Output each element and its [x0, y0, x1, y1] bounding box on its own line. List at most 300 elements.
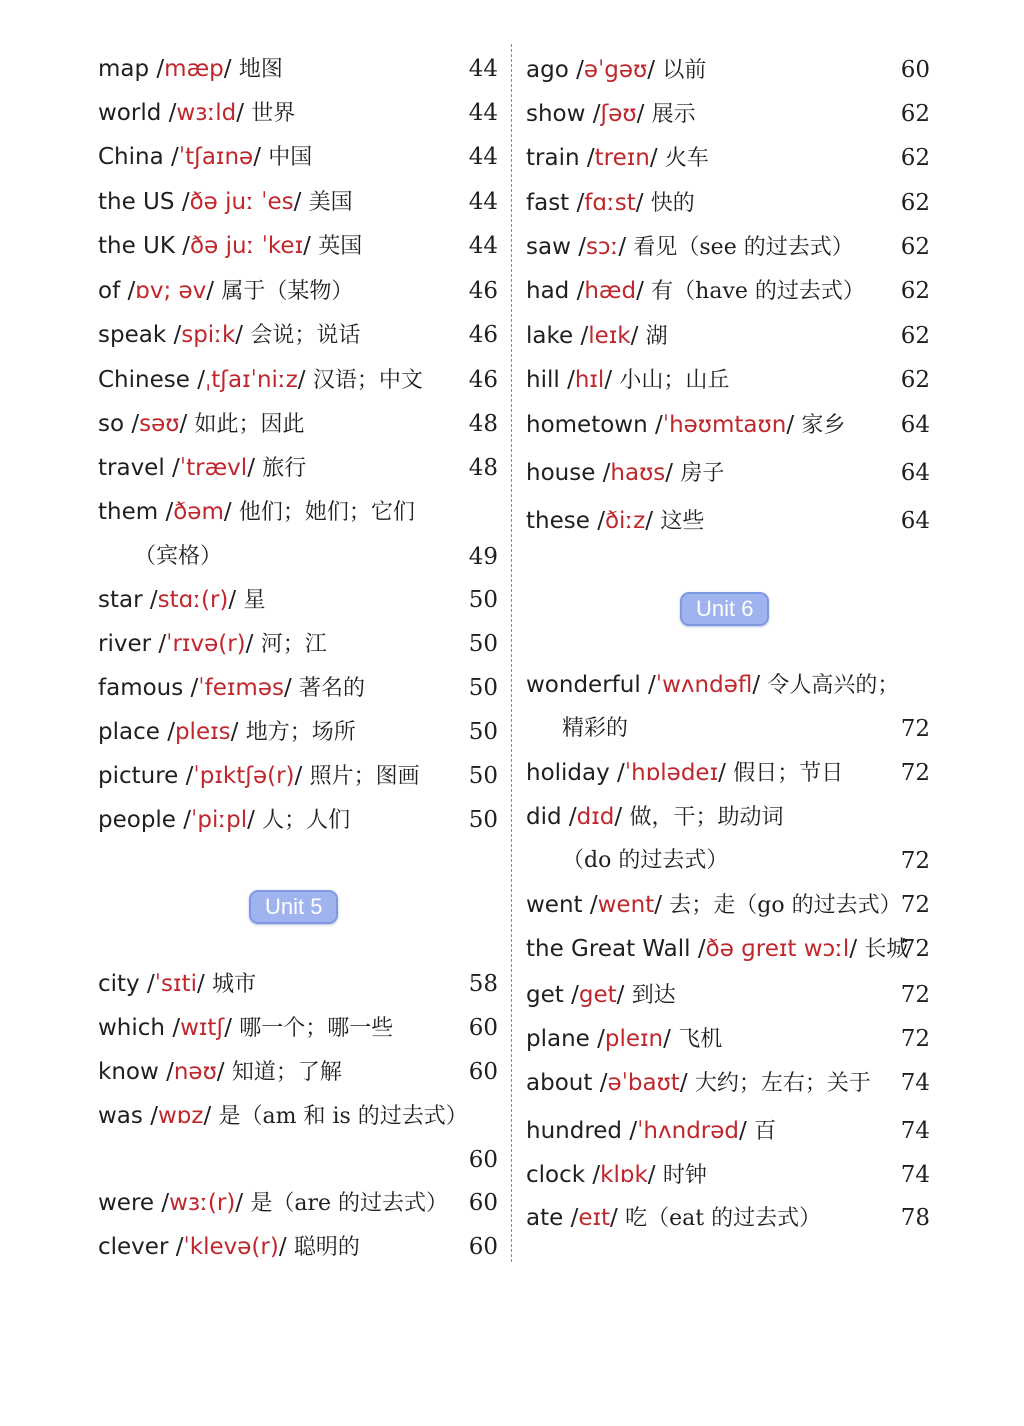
slash: / [649, 145, 658, 171]
vocab-word: of [98, 278, 121, 304]
vocab-ipa: ðəm [173, 499, 224, 525]
slash: / [236, 100, 244, 126]
vocab-word: wonderful [526, 672, 641, 698]
vocab-meaning: 家乡 [801, 413, 846, 438]
slash: / [294, 763, 303, 789]
vocab-continuation [134, 1140, 498, 1180]
vocab-ipa: ˈwʌndəfl [655, 672, 753, 698]
vocab-page-number: 60 [468, 1059, 498, 1085]
vocab-ipa: ðə juː ˈkeɪ [190, 233, 304, 259]
vocab-meaning: 如此；因此 [194, 412, 305, 437]
slash: / [161, 1190, 170, 1216]
slash: / [592, 101, 601, 127]
vocab-page-number: 46 [468, 278, 498, 304]
slash: / [697, 936, 706, 962]
vocab-page-number: 50 [468, 587, 498, 613]
vocab-page-number: 62 [900, 234, 930, 260]
vocab-row [526, 1198, 930, 1238]
vocab-word: hill [526, 367, 560, 393]
vocab-row [98, 404, 498, 444]
vocab-word: city [98, 971, 140, 997]
vocab-continuation [562, 709, 930, 749]
vocab-page-number: 44 [468, 189, 498, 215]
vocab-meaning: 这些 [660, 509, 705, 534]
slash: / [158, 631, 167, 657]
vocab-row [98, 271, 498, 311]
slash: / [654, 892, 662, 918]
vocab-meaning: 展示 [651, 102, 696, 127]
slash: / [303, 233, 311, 259]
vocab-word: went [526, 892, 583, 918]
vocab-ipa: pleɪn [604, 1026, 664, 1052]
vocab-row [98, 360, 498, 400]
vocab-word: which [98, 1015, 166, 1041]
slash: / [223, 499, 232, 525]
vocab-word: the US [98, 189, 175, 215]
vocab-meaning: 湖 [645, 324, 668, 349]
slash: / [739, 1118, 747, 1144]
vocab-meaning-cont: （do 的过去式） [562, 848, 729, 873]
vocab-row [98, 800, 498, 840]
slash: / [216, 1059, 225, 1085]
slash: / [604, 367, 613, 393]
vocab-row [98, 315, 498, 355]
slash: / [580, 323, 589, 349]
vocab-row [98, 93, 498, 133]
vocab-word: speak [98, 322, 167, 348]
slash: / [655, 412, 663, 438]
slash: / [245, 631, 254, 657]
vocab-meaning-cont: （宾格） [134, 544, 223, 569]
vocab-ipa: stɑː(r) [157, 587, 229, 613]
vocab-row [526, 1111, 930, 1151]
vocab-page-number: 74 [900, 1070, 930, 1096]
vocab-page-number: 60 [900, 57, 930, 83]
slash: / [630, 323, 639, 349]
vocab-word: star [98, 587, 143, 613]
slash: / [576, 190, 585, 216]
vocab-row [98, 756, 498, 796]
vocab-meaning: 哪一个；哪一些 [239, 1016, 394, 1041]
vocab-meaning: 时钟 [662, 1163, 707, 1188]
vocab-ipa: əˈgəʊ [583, 57, 648, 83]
vocab-row [526, 50, 930, 90]
slash: / [647, 57, 656, 83]
slash: / [568, 804, 577, 830]
slash: / [718, 760, 726, 786]
vocab-meaning: 房子 [680, 461, 725, 486]
vocab-word: people [98, 807, 176, 833]
vocab-page-number: 49 [468, 544, 498, 570]
vocab-row [526, 138, 930, 178]
vocab-page-number: 44 [468, 144, 498, 170]
vocab-meaning: 火车 [664, 146, 709, 171]
vocab-word: the Great Wall [526, 936, 691, 962]
vocab-meaning: 地方；场所 [245, 720, 356, 745]
vocab-row [98, 1008, 498, 1048]
slash: / [197, 971, 205, 997]
slash: / [185, 763, 194, 789]
slash: / [278, 1234, 287, 1260]
slash: / [635, 190, 644, 216]
vocab-word: these [526, 508, 590, 534]
vocab-row [526, 501, 930, 541]
vocab-ipa: ˈhɒlədeɪ [624, 760, 719, 786]
vocab-row [526, 975, 930, 1015]
vocab-row [98, 226, 498, 266]
vocab-ipa: klɒk [600, 1162, 648, 1188]
vocab-page-number: 44 [468, 56, 498, 82]
vocab-ipa: wɒz [157, 1103, 204, 1129]
vocab-row [98, 448, 498, 488]
vocab-ipa: wɜː(r) [169, 1190, 236, 1216]
vocab-page-number: 60 [468, 1190, 498, 1216]
slash: / [235, 1190, 244, 1216]
vocab-ipa: ˈtrævl [179, 455, 248, 481]
slash: / [849, 936, 858, 962]
slash: / [168, 100, 177, 126]
slash: / [663, 1026, 671, 1052]
vocab-row [98, 1096, 498, 1136]
vocab-ipa: went [597, 892, 655, 918]
vocab-ipa: hæd [584, 278, 637, 304]
vocab-meaning: 世界 [251, 101, 296, 126]
vocab-meaning: 是（am 和 is 的过去式） [218, 1104, 468, 1129]
vocab-meaning: 到达 [631, 983, 676, 1008]
vocab-ipa: ˈpɪktʃə(r) [193, 763, 295, 789]
slash: / [172, 455, 180, 481]
unit-6-badge: Unit 6 [680, 592, 769, 626]
vocab-page-number: 74 [900, 1118, 930, 1144]
slash: / [228, 587, 237, 613]
slash: / [293, 189, 302, 215]
vocab-word: them [98, 499, 159, 525]
vocab-page-number: 64 [900, 508, 930, 534]
vocab-ipa: ˈhəʊmtaʊn [662, 412, 787, 438]
slash: / [610, 1205, 618, 1231]
vocab-word: clever [98, 1234, 169, 1260]
vocab-page-number: 46 [468, 322, 498, 348]
vocab-row [526, 665, 930, 705]
vocab-ipa: leɪk [588, 323, 631, 349]
vocab-ipa: pleɪs [174, 719, 231, 745]
vocab-page-number: 78 [900, 1205, 930, 1231]
slash: / [592, 1162, 601, 1188]
slash: / [247, 807, 255, 833]
slash: / [230, 719, 239, 745]
slash: / [182, 233, 191, 259]
vocab-ipa: ˈpiːpl [191, 807, 248, 833]
slash: / [567, 367, 575, 393]
vocab-meaning: 会说；说话 [250, 323, 361, 348]
vocab-word: plane [526, 1026, 590, 1052]
vocab-ipa: ˈsɪti [154, 971, 197, 997]
vocab-page-number: 74 [900, 1162, 930, 1188]
vocab-word: famous [98, 675, 184, 701]
slash: / [173, 322, 182, 348]
slash: / [171, 144, 179, 170]
vocab-row [526, 271, 930, 311]
vocab-page-number: 62 [900, 367, 930, 393]
vocab-page-number: 64 [900, 460, 930, 486]
vocab-word: holiday [526, 760, 610, 786]
vocab-meaning: 城市 [212, 972, 257, 997]
slash: / [614, 804, 623, 830]
slash: / [166, 1059, 174, 1085]
vocab-page-number: 72 [900, 936, 930, 962]
vocab-page-number: 44 [468, 100, 498, 126]
vocab-row [526, 360, 930, 400]
vocab-row [526, 94, 930, 134]
vocab-meaning: 英国 [318, 234, 363, 259]
vocab-ipa: mæp [164, 56, 224, 82]
vocab-word: train [526, 145, 580, 171]
vocab-word: Chinese [98, 367, 190, 393]
vocab-meaning: 吃（eat 的过去式） [625, 1206, 822, 1231]
slash: / [181, 189, 190, 215]
vocab-word: were [98, 1190, 155, 1216]
slash: / [149, 587, 158, 613]
slash: / [150, 1103, 158, 1129]
vocab-ipa: get [578, 982, 617, 1008]
vocab-word: did [526, 804, 562, 830]
vocab-row [98, 49, 498, 89]
vocab-page-number: 50 [468, 807, 498, 833]
slash: / [636, 101, 645, 127]
slash: / [602, 460, 611, 486]
column-divider [511, 44, 512, 1262]
vocab-meaning: 去；走（go 的过去式） [669, 893, 902, 918]
vocab-meaning: 长城 [864, 937, 909, 962]
slash: / [223, 56, 232, 82]
vocab-meaning: 照片；图画 [309, 764, 420, 789]
vocab-meaning: 汉语；中文 [312, 368, 423, 393]
slash: / [786, 412, 795, 438]
slash: / [636, 278, 644, 304]
vocab-word: so [98, 411, 125, 437]
vocab-meaning: 聪明的 [293, 1235, 360, 1260]
vocab-page-number: 62 [900, 190, 930, 216]
vocab-meaning: 看见（see 的过去式） [633, 235, 854, 260]
slash: / [571, 982, 579, 1008]
vocab-meaning: 河；江 [260, 632, 327, 657]
vocab-meaning: 地图 [238, 57, 283, 82]
vocab-word: ate [526, 1205, 564, 1231]
slash: / [146, 971, 155, 997]
vocab-ipa: ˈklevə(r) [183, 1234, 279, 1260]
vocab-word: travel [98, 455, 165, 481]
vocab-ipa: nəʊ [173, 1059, 217, 1085]
vocab-page-number: 50 [468, 719, 498, 745]
vocab-ipa: hɪl [574, 367, 605, 393]
vocab-meaning: 他们；她们；它们 [238, 500, 415, 525]
vocab-meaning: 小山；山丘 [619, 368, 730, 393]
vocab-word: place [98, 719, 160, 745]
vocab-ipa: ˌtʃaɪˈniːz [204, 367, 298, 393]
vocab-word: map [98, 56, 150, 82]
vocab-page-number: 72 [900, 982, 930, 1008]
vocab-page-number: 44 [468, 233, 498, 259]
vocab-page-number: 72 [900, 892, 930, 918]
vocab-page-number: 46 [468, 367, 498, 393]
slash: / [616, 982, 625, 1008]
vocab-ipa: ðə juː ˈes [189, 189, 294, 215]
slash: / [618, 234, 627, 260]
vocab-row [98, 137, 498, 177]
slash: / [253, 144, 261, 170]
slash: / [597, 508, 605, 534]
vocab-page-number: 50 [468, 763, 498, 789]
slash: / [183, 807, 192, 833]
vocab-word: the UK [98, 233, 175, 259]
vocab-page-number: 60 [468, 1147, 498, 1173]
slash: / [172, 1015, 181, 1041]
vocab-ipa: fɑːst [584, 190, 636, 216]
vocab-meaning: 人；人们 [262, 808, 351, 833]
slash: / [297, 367, 306, 393]
vocab-ipa: ˈhʌndrəd [637, 1118, 740, 1144]
vocab-page-number: 62 [900, 323, 930, 349]
vocab-word: show [526, 101, 586, 127]
vocab-meaning: 旅行 [262, 456, 307, 481]
vocab-row [526, 1155, 930, 1195]
slash: / [131, 411, 140, 437]
unit-5-badge: Unit 5 [249, 890, 338, 924]
vocab-page-number: 72 [900, 760, 930, 786]
vocab-meaning: 属于（某物） [221, 279, 354, 304]
slash: / [648, 672, 656, 698]
slash: / [283, 675, 292, 701]
slash: / [167, 719, 175, 745]
vocab-page-number: 64 [900, 412, 930, 438]
vocab-page-number: 62 [900, 101, 930, 127]
vocab-row [526, 405, 930, 445]
vocab-continuation [562, 841, 930, 881]
vocab-word: fast [526, 190, 570, 216]
slash: / [597, 1026, 605, 1052]
vocab-page-number: 72 [900, 848, 930, 874]
vocab-ipa: sɔː [585, 234, 619, 260]
vocab-row [98, 182, 498, 222]
vocab-ipa: səʊ [139, 411, 180, 437]
vocab-row [526, 797, 930, 837]
vocab-meaning: 中国 [268, 145, 313, 170]
vocab-row [526, 1019, 930, 1059]
vocab-meaning: 著名的 [299, 676, 366, 701]
vocab-word: get [526, 982, 564, 1008]
vocab-meaning: 有（have 的过去式） [651, 279, 865, 304]
vocab-row [526, 183, 930, 223]
vocab-word: river [98, 631, 152, 657]
vocab-ipa: wɪtʃ [180, 1015, 225, 1041]
slash: / [224, 1015, 232, 1041]
vocab-ipa: ɒv; əv [135, 278, 207, 304]
vocab-word: had [526, 278, 570, 304]
vocab-ipa: dɪd [576, 804, 615, 830]
vocab-word: lake [526, 323, 574, 349]
vocab-row [526, 929, 930, 969]
vocab-word: about [526, 1070, 593, 1096]
vocab-ipa: treɪn [594, 145, 650, 171]
vocab-word: world [98, 100, 162, 126]
vocab-page-number: 72 [900, 716, 930, 742]
vocab-word: saw [526, 234, 571, 260]
vocab-row [526, 316, 930, 356]
vocab-page-number: 62 [900, 278, 930, 304]
slash: / [190, 675, 199, 701]
vocab-ipa: ðiːz [604, 508, 646, 534]
vocab-page-number: 72 [900, 1026, 930, 1052]
slash: / [206, 278, 215, 304]
slash: / [179, 411, 188, 437]
vocab-page-number: 60 [468, 1015, 498, 1041]
vocab-ipa: wɜːld [176, 100, 237, 126]
vocab-meaning: 假日；节日 [733, 761, 844, 786]
slash: / [156, 56, 165, 82]
vocab-word: ago [526, 57, 569, 83]
slash: / [599, 1070, 608, 1096]
slash: / [578, 234, 586, 260]
slash: / [576, 57, 584, 83]
vocab-row [98, 492, 498, 532]
vocab-meaning: 做，干；助动词 [629, 805, 784, 830]
vocab-row [98, 1052, 498, 1092]
slash: / [165, 499, 174, 525]
vocab-row [526, 453, 930, 493]
vocab-word: hometown [526, 412, 648, 438]
slash: / [647, 1162, 656, 1188]
vocab-meaning: 以前 [662, 58, 707, 83]
slash: / [617, 760, 625, 786]
vocab-meaning: 是（are 的过去式） [250, 1191, 449, 1216]
vocab-ipa: eɪt [578, 1205, 611, 1231]
vocab-row [98, 712, 498, 752]
vocab-meaning: 知道；了解 [231, 1060, 342, 1085]
slash: / [235, 322, 244, 348]
slash: / [576, 278, 585, 304]
slash: / [197, 367, 205, 393]
vocab-meaning: 百 [754, 1119, 777, 1144]
vocab-word: hundred [526, 1118, 623, 1144]
vocab-ipa: ʃəʊ [600, 101, 637, 127]
vocab-ipa: ˈtʃaɪnə [178, 144, 254, 170]
vocab-ipa: ˈfeɪməs [198, 675, 284, 701]
vocab-page-number: 60 [468, 1234, 498, 1260]
vocab-word: house [526, 460, 596, 486]
slash: / [586, 145, 595, 171]
slash: / [589, 892, 598, 918]
vocab-row [98, 1183, 498, 1223]
slash: / [752, 672, 761, 698]
slash: / [665, 460, 674, 486]
vocab-page-number: 48 [468, 455, 498, 481]
footer-faded-text [670, 1352, 920, 1370]
vocab-row [526, 885, 930, 925]
vocab-word: picture [98, 763, 179, 789]
vocab-row [526, 1063, 930, 1103]
slash: / [570, 1205, 579, 1231]
slash: / [203, 1103, 212, 1129]
vocab-page-number: 50 [468, 631, 498, 657]
vocab-ipa: əˈbaʊt [607, 1070, 680, 1096]
vocab-meaning: 大约；左右；关于 [694, 1071, 871, 1096]
vocab-page-number: 48 [468, 411, 498, 437]
slash: / [629, 1118, 638, 1144]
vocab-meaning: 快的 [650, 191, 695, 216]
slash: / [175, 1234, 184, 1260]
vocab-row [526, 227, 930, 267]
vocab-row [98, 624, 498, 664]
